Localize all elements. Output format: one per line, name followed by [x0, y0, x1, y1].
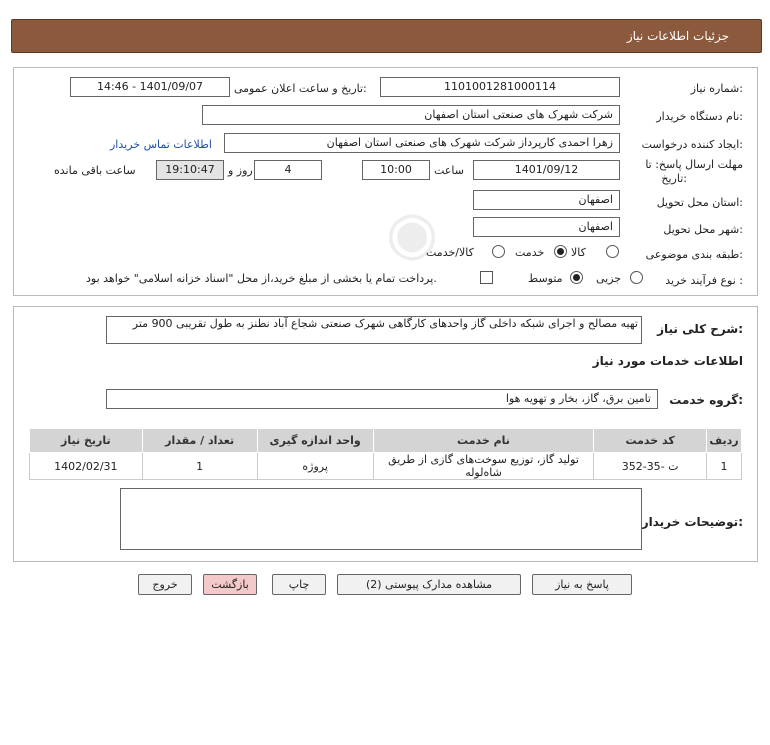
announce-label: تاریخ و ساعت اعلان عمومی:: [234, 82, 367, 95]
deadline-time-field: 10:00: [362, 160, 430, 180]
need-number-field: 1101001281000114: [380, 77, 620, 97]
services-heading: اطلاعات خدمات مورد نیاز: [592, 354, 743, 368]
province-field: اصفهان: [473, 190, 620, 210]
service-group-label: گروه خدمت:: [669, 393, 743, 407]
cell-service-name: تولید گاز، توزیع سوخت‌های گازی از طریق شاه‌لوله: [373, 453, 594, 480]
category-label: طبقه بندی موضوعی:: [645, 248, 743, 261]
page-title: جزئیات اطلاعات نیاز: [626, 29, 729, 43]
col-header-unit: واحد اندازه گیری: [257, 429, 373, 453]
deadline-date-field: 1401/09/12: [473, 160, 620, 180]
table-header-row: [30, 429, 742, 453]
process-radio-minor[interactable]: [630, 271, 643, 284]
cell-unit: پروژه: [257, 453, 373, 480]
category-option-goods: کالا: [571, 246, 586, 259]
creator-field: زهرا احمدی کارپرداز شرکت شهرک های صنعتی استان اصفهان: [224, 133, 620, 153]
need-details-panel: [13, 306, 758, 562]
treasury-payment-text: پرداخت تمام یا بخشی از مبلغ خرید،از محل "اسناد خزانه اسلامی" خواهد بود.: [86, 272, 437, 285]
services-table: [29, 428, 742, 480]
deadline-label: مهلت ارسال پاسخ: تا: [645, 158, 743, 171]
print-button[interactable]: چاپ: [272, 574, 326, 595]
remaining-time-field: 19:10:47: [156, 160, 224, 180]
category-option-goods-service: کالا/خدمت: [426, 246, 474, 259]
description-label: شرح کلی نیاز:: [657, 322, 743, 336]
buyer-notes-field: [120, 488, 642, 550]
description-field: تهیه مصالح و اجرای شبکه داخلی گاز واحدهای کارگاهی شهرک صنعتی شجاع آباد نطنز به طول تقریبی 900 متر: [106, 316, 642, 344]
contact-buyer-link[interactable]: اطلاعات تماس خریدار: [110, 138, 212, 151]
city-field: اصفهان: [473, 217, 620, 237]
days-field: 4: [254, 160, 322, 180]
col-header-service-name: نام خدمت: [373, 429, 594, 453]
creator-label: ایجاد کننده درخواست:: [641, 138, 743, 151]
cell-need-date: 1402/02/31: [30, 453, 143, 480]
process-radio-medium[interactable]: [570, 271, 583, 284]
province-label: استان محل تحویل:: [656, 196, 743, 209]
treasury-payment-checkbox[interactable]: [480, 271, 493, 284]
cell-quantity: 1: [142, 453, 257, 480]
buyer-org-label: نام دستگاه خریدار:: [656, 110, 743, 123]
city-label: شهر محل تحویل:: [663, 223, 743, 236]
reply-button[interactable]: پاسخ به نیاز: [532, 574, 632, 595]
col-header-need-date: تاریخ نیاز: [30, 429, 143, 453]
col-header-row-number: ردیف: [706, 429, 741, 453]
service-group-field: تامین برق، گاز، بخار و تهویه هوا: [106, 389, 658, 409]
need-number-label: شماره نیاز:: [690, 82, 743, 95]
deadline-label-date: تاریخ:: [661, 172, 687, 185]
watermark-logo: ◉: [386, 198, 439, 268]
time-label: ساعت: [434, 164, 464, 177]
buyer-notes-label: توضیحات خریدار:: [641, 515, 743, 529]
category-radio-goods-service[interactable]: [492, 245, 505, 258]
col-header-service-code: کد خدمت: [594, 429, 707, 453]
buyer-org-field: شرکت شهرک های صنعتی استان اصفهان: [202, 105, 620, 125]
process-option-medium: متوسط: [528, 272, 563, 285]
process-option-minor: جزیی: [596, 272, 622, 285]
cell-service-code: ت -35-352: [594, 453, 707, 480]
category-radio-goods[interactable]: [606, 245, 619, 258]
exit-button[interactable]: خروج: [138, 574, 192, 595]
category-radio-service[interactable]: [554, 245, 567, 258]
days-label: روز و: [228, 164, 253, 177]
remaining-label: ساعت باقی مانده: [54, 164, 136, 177]
need-info-panel: [13, 67, 758, 296]
attachments-button[interactable]: مشاهده مدارک پیوستی (2): [337, 574, 521, 595]
page-header: [11, 19, 762, 53]
process-label: نوع فرآیند خرید :: [665, 274, 743, 287]
announce-field: 1401/09/07 - 14:46: [70, 77, 230, 97]
cell-row-number: 1: [706, 453, 741, 480]
col-header-quantity: تعداد / مقدار: [142, 429, 257, 453]
back-button[interactable]: بازگشت: [203, 574, 257, 595]
table-row: [30, 453, 742, 480]
category-option-service: خدمت: [515, 246, 545, 259]
